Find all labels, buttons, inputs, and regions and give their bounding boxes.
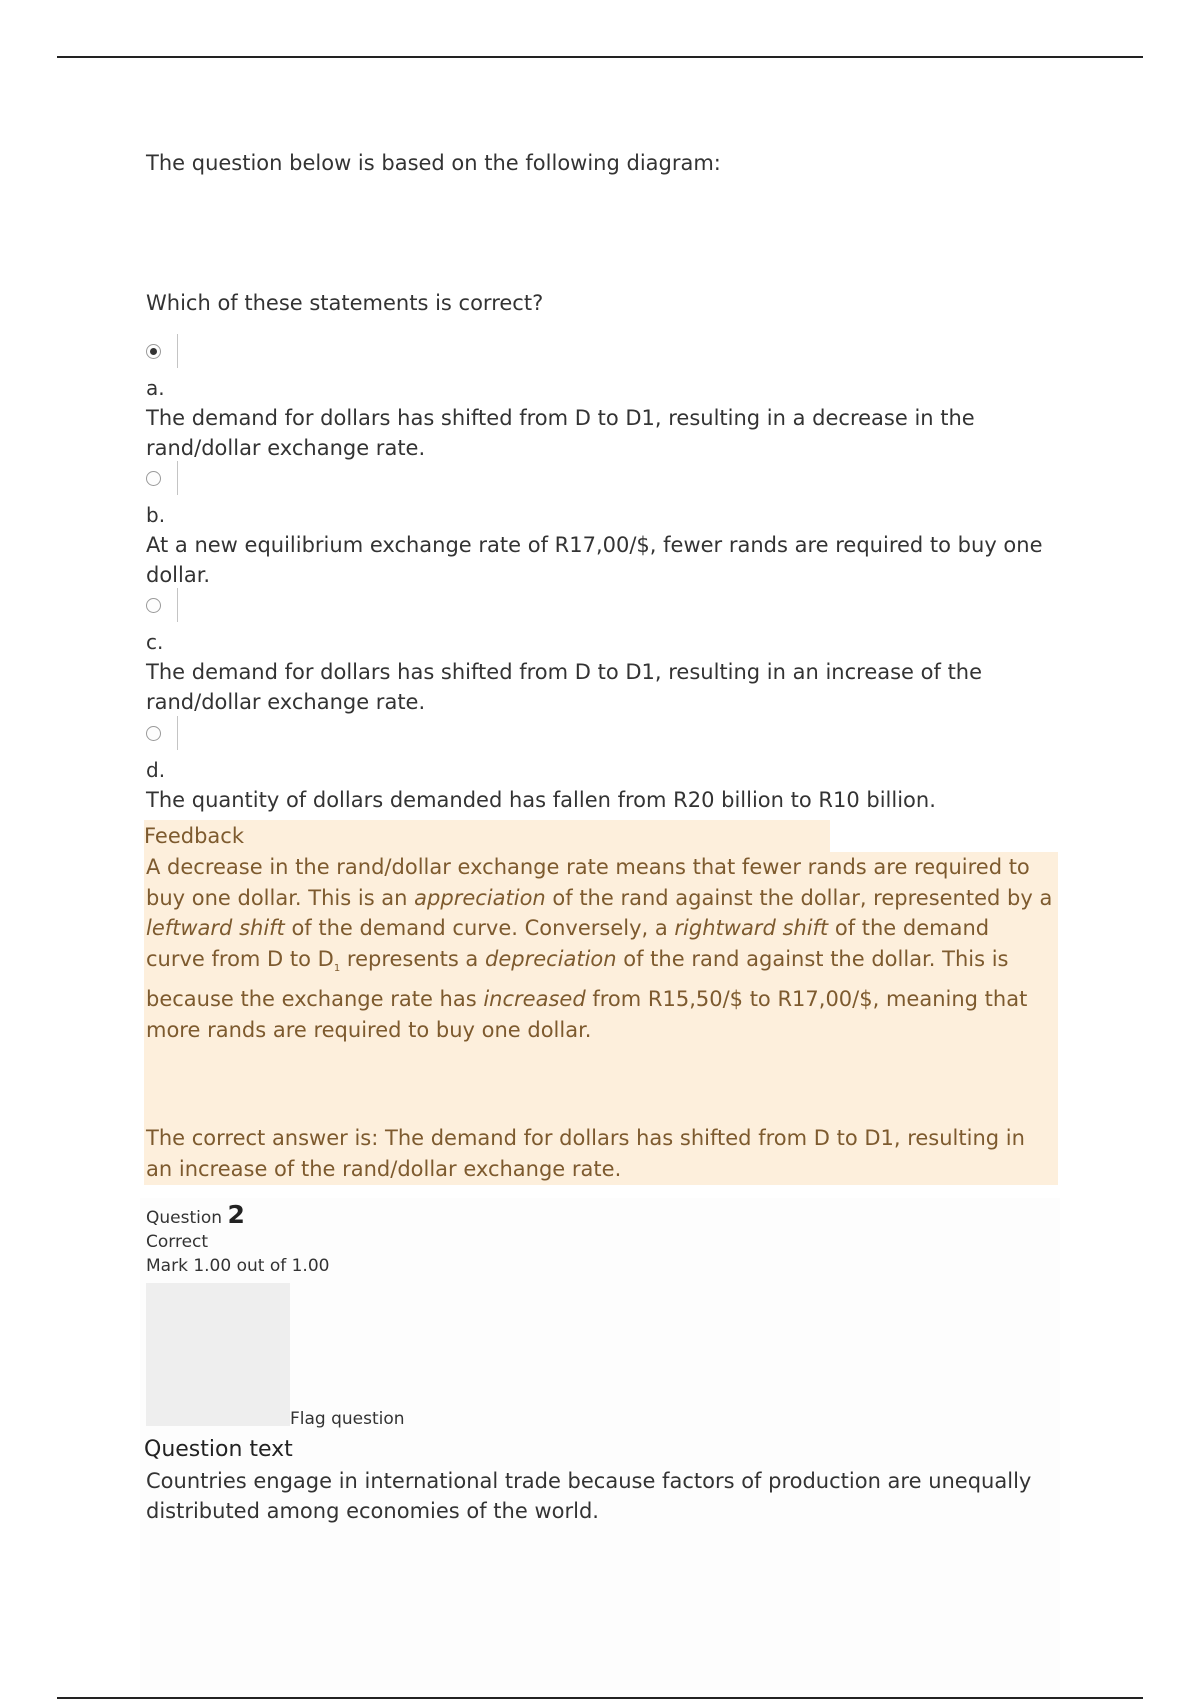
radio-option-c[interactable] [146,598,161,613]
divider [177,334,178,368]
divider [177,461,178,495]
intro-text: The question below is based on the following diagram: [146,151,721,175]
question-prompt: Which of these statements is correct? [146,291,544,315]
feedback-panel [144,852,1058,1185]
option-letter: b. [146,503,166,527]
option-letter: a. [146,376,165,400]
option-text: The demand for dollars has shifted from D to D1, resulting in a decrease in the rand/dollar exchange rate. [146,406,975,460]
question-2-info [146,1200,330,1278]
question-mark: Mark 1.00 out of 1.00 [146,1256,330,1276]
radio-option-d[interactable] [146,726,161,741]
divider [177,588,178,622]
radio-option-a[interactable] [146,344,161,359]
question-number: Question 2 [146,1200,245,1229]
question-2-text: Countries engage in international trade because factors of production are unequally distributed among economies of the world. [146,1469,1032,1523]
answer-option-b[interactable] [146,458,1086,590]
option-letter: d. [146,758,166,782]
bottom-rule [57,1697,1143,1699]
feedback-explanation: A decrease in the rand/dollar exchange rate means that fewer rands are required to buy one dollar. This is an appreciation of the rand against the dollar, represented by a leftward shift of the demand curve. Conversely, a rightward shift of the demand curve from D to $D_1$ represents a depreciation of the rand against the dollar. This is because the exchange rate has increased from R15,50/$ to R17,00/$, meaning that more rands are required to buy one dollar. [146,855,1053,1042]
answer-option-a[interactable] [146,331,1086,463]
question-text-heading: Question text [144,1437,293,1462]
option-letter: c. [146,630,164,654]
top-rule [57,56,1143,58]
answer-option-c[interactable] [146,585,1086,717]
question-status: Correct [146,1232,209,1252]
radio-option-b[interactable] [146,471,161,486]
correct-answer-text: The correct answer is: The demand for dollars has shifted from D to D1, resulting in an increase of the rand/dollar exchange rate. [146,1126,1025,1181]
flag-question-button[interactable] [146,1283,290,1426]
radio-selected-dot [150,348,157,355]
divider [177,716,178,750]
option-text: The quantity of dollars demanded has fallen from R20 billion to R10 billion. [146,788,936,812]
option-text: The demand for dollars has shifted from D to D1, resulting in an increase of the rand/dollar exchange rate. [146,660,983,714]
feedback-heading: Feedback [144,820,830,852]
flag-question-label[interactable]: Flag question [290,1409,405,1429]
answer-option-d[interactable] [146,713,1086,815]
option-text: At a new equilibrium exchange rate of R17,00/$, fewer rands are required to buy one dollar. [146,533,1043,587]
